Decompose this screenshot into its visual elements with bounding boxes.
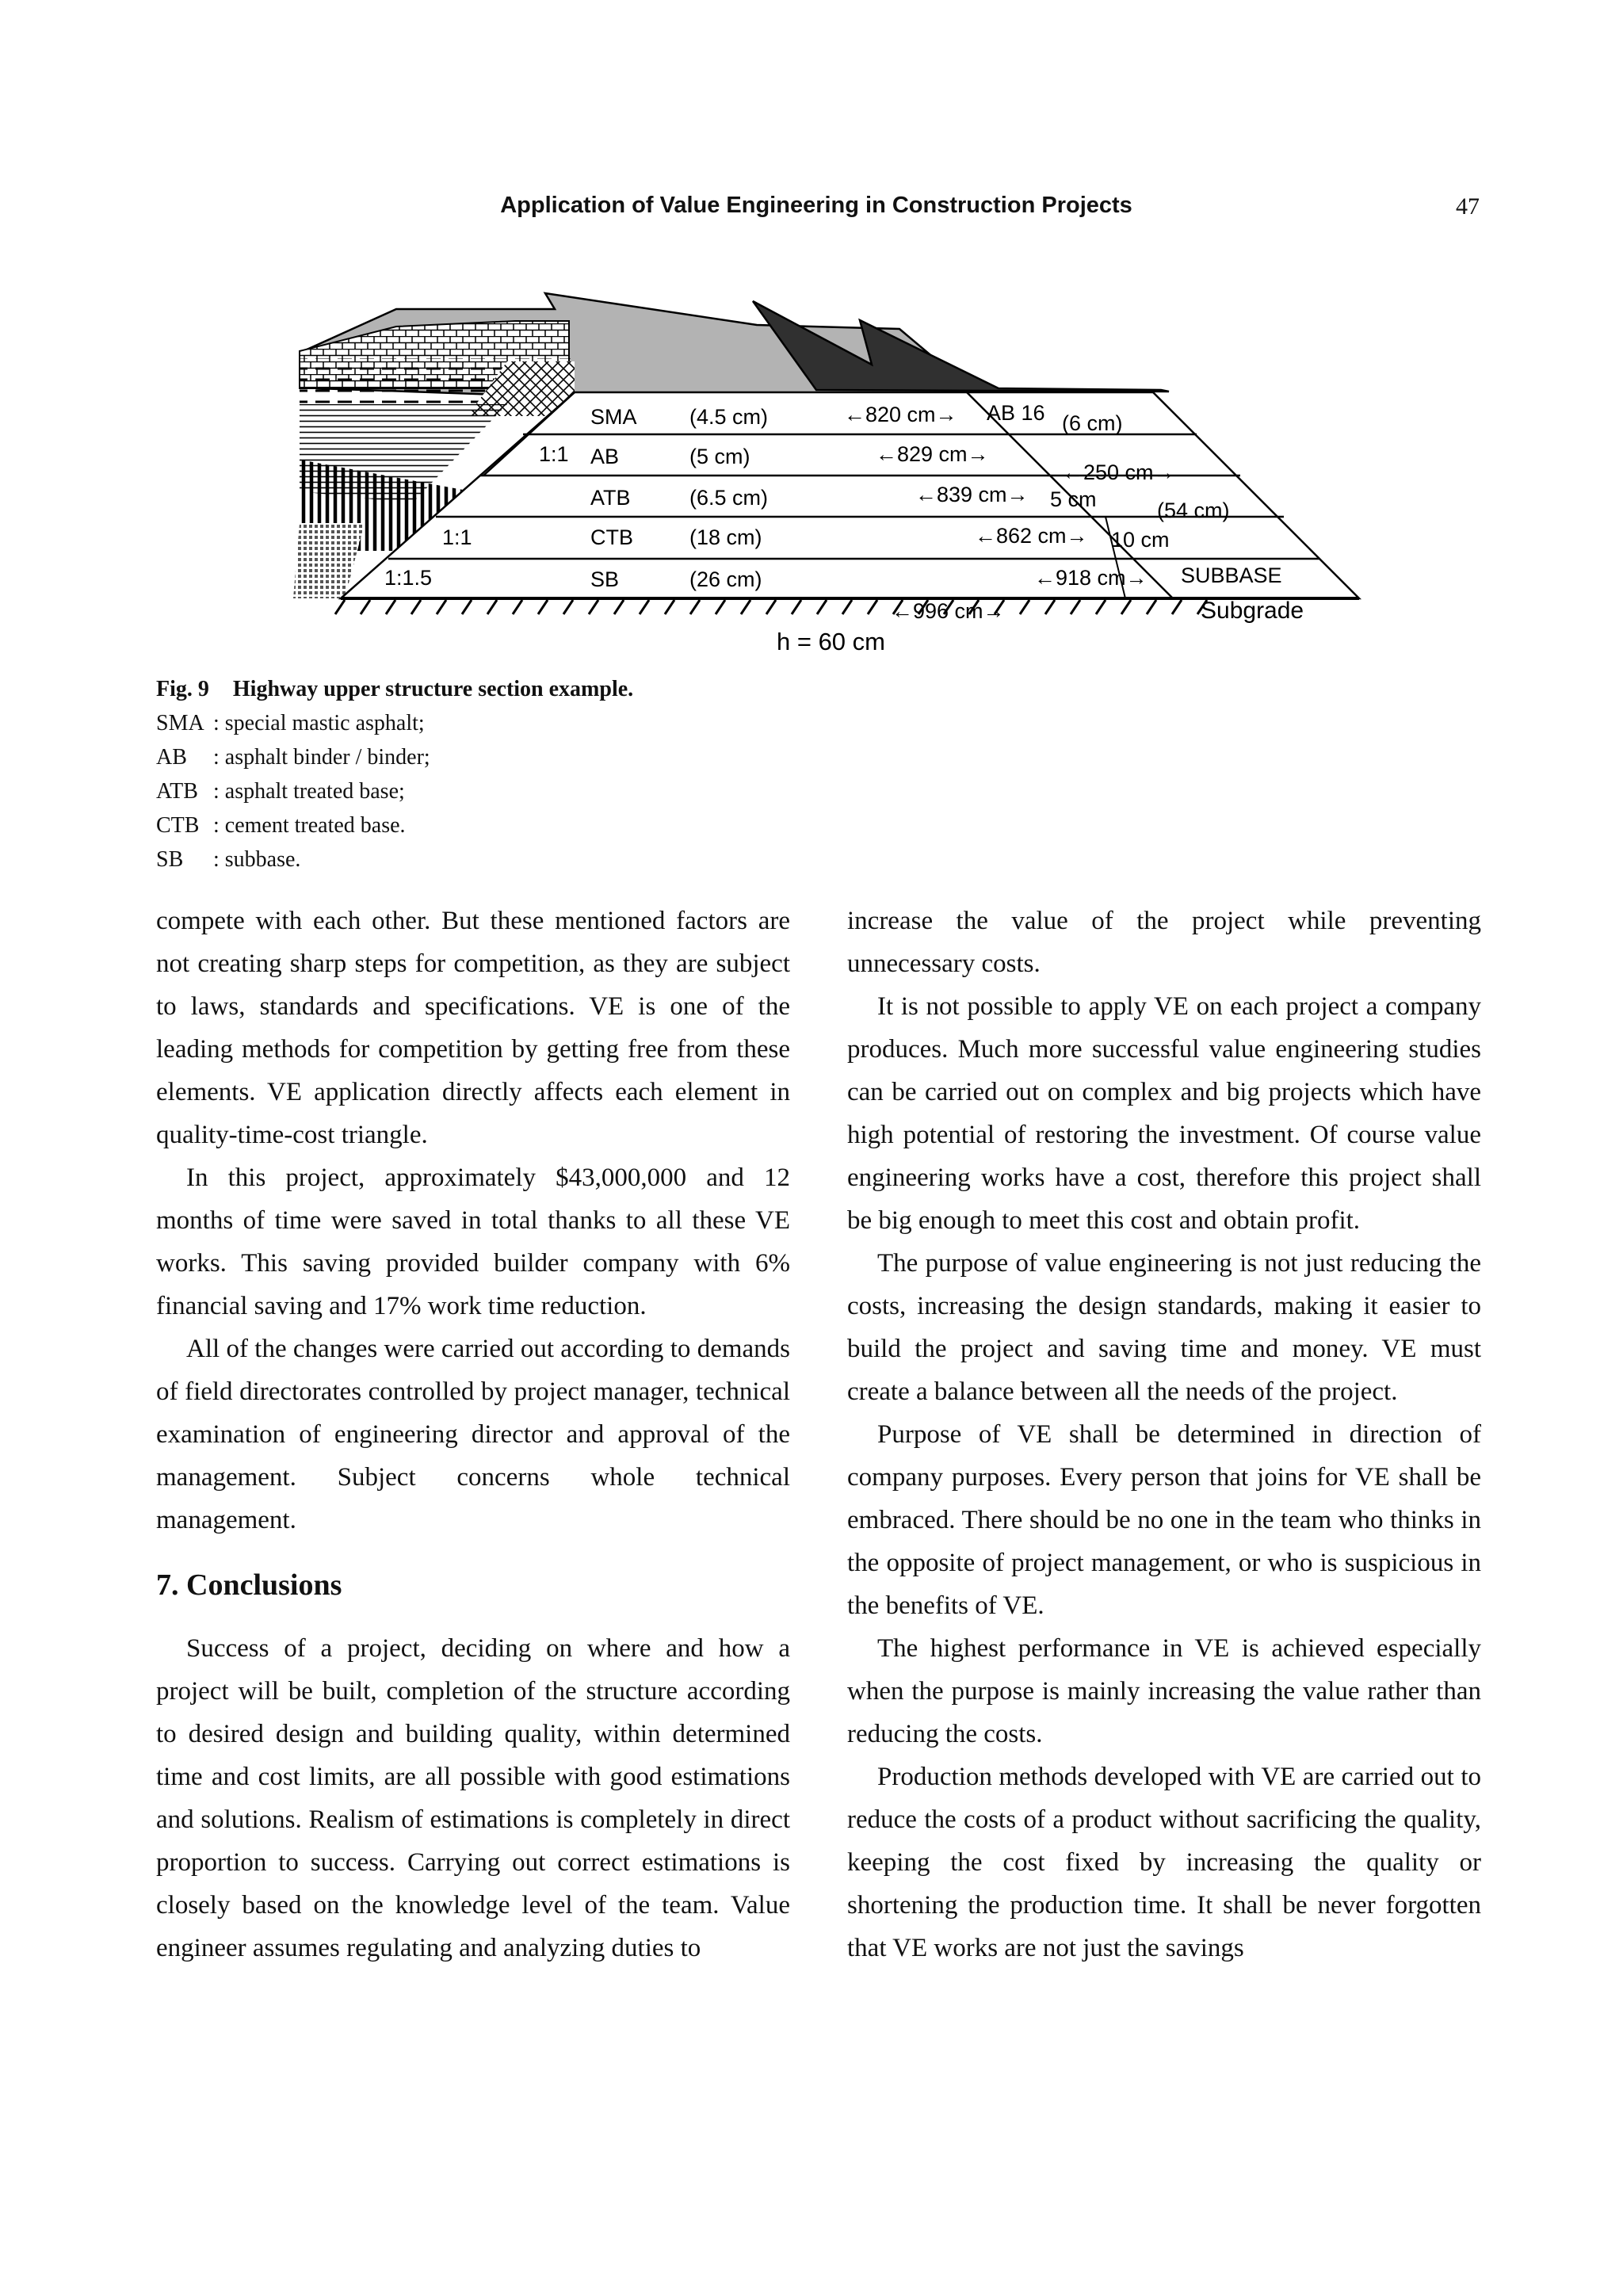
shoulder-width: ←250 cm→ — [1062, 460, 1175, 484]
shoulder-ab16-label: AB 16 — [987, 401, 1045, 425]
caption-item: CTB : cement treated base. — [156, 813, 406, 838]
shoulder-ab16-thickness: (6 cm) — [1062, 411, 1123, 435]
caption-item: SB : subbase. — [156, 847, 301, 872]
layer-width-sma: ←820 cm→ — [844, 403, 957, 426]
layer-thickness-ab: (5 cm) — [689, 445, 750, 468]
layer-thickness-ctb: (18 cm) — [689, 525, 762, 549]
layer-width-atb: ←839 cm→ — [915, 483, 1029, 506]
page-number: 47 — [1456, 193, 1480, 220]
layer-label-sma: SMA — [590, 405, 637, 429]
layer-slope-sb: 1:1.5 — [384, 566, 433, 590]
subgrade-label: Subgrade — [1201, 598, 1304, 624]
running-head-title: Application of Value Engineering in Construction Projects — [500, 193, 1132, 218]
layer-label-ab: AB — [590, 445, 620, 468]
paragraph: The purpose of value engineering is not just reducing the costs, increasing the design standards, making it easier to build the project and saving time and money. VE must create a balance between all the needs of the project. — [847, 1249, 1481, 1406]
caption-item: SMA : special mastic asphalt; — [156, 711, 425, 735]
paragraph: increase the value of the project while preventing unnecessary costs. — [847, 907, 1481, 978]
layer-label-ctb: CTB — [590, 525, 633, 549]
total-height: h = 60 cm — [777, 628, 885, 655]
paragraph: Production methods developed with VE are carried out to reduce the costs of a product without sacrificing the quality, keeping the cost fixed by increasing the quality or shortening the production time. It shall be never forgotten that VE works are not just the savings — [847, 1763, 1481, 1962]
highway-section-figure — [269, 285, 1363, 666]
paragraph: Success of a project, deciding on where and how a project will be built, completion of the structure according to desired design and building quality, within determined time and cost limits, are all possible with good estimations and solutions. Realism of estimations is completely in direct proportion to success. Carrying out correct estimations is closely based on the knowledge level of the team. Value engineer assumes regulating and analyzing duties to — [156, 1634, 790, 1962]
caption-item: ATB : asphalt treated base; — [156, 779, 405, 804]
layer-slope-ab: 1:1 — [539, 442, 569, 466]
paragraph: All of the changes were carried out according to demands of field directorates controlled by project manager, technical examination of engineering director and approval of the management. Subject concerns whole technical management. — [156, 1335, 790, 1534]
layer-width-ab: ←829 cm→ — [876, 442, 989, 466]
left-column — [156, 900, 790, 1969]
layer-slope-ctb: 1:1 — [442, 525, 472, 549]
shoulder-10cm: 10 cm — [1111, 528, 1170, 552]
paragraph: The highest performance in VE is achieved especially when the purpose is mainly increasing the value rather than reducing the costs. — [847, 1634, 1481, 1748]
paragraph: Purpose of VE shall be determined in direction of company purposes. Every person that joins for VE shall be embraced. There should be no one in the team who thinks in the opposite of project management, or who is suspicious in the benefits of VE. — [847, 1420, 1481, 1620]
layer-thickness-atb: (6.5 cm) — [689, 486, 769, 510]
section-heading: 7. Conclusions — [156, 1568, 342, 1602]
figure-caption-title — [156, 672, 633, 706]
paragraph: It is not possible to apply VE on each project a company produces. Much more successful value engineering studies can be carried out on complex and big projects which have high potential of restoring the investment. Of course value engineering works have a cost, therefore this project shall be big enough to meet this cost and obtain profit. — [847, 992, 1481, 1235]
layer-thickness-sb: (26 cm) — [689, 567, 762, 591]
shoulder-total: (54 cm) — [1157, 499, 1230, 522]
base-width: ←996 cm→ — [892, 599, 1005, 623]
subbase-label: SUBBASE — [1181, 563, 1282, 587]
figure-title: Highway upper structure section example. — [232, 677, 634, 701]
layer-width-sb: ←918 cm→ — [1034, 566, 1148, 590]
figure-label: Fig. 9 — [156, 677, 209, 701]
caption-item: AB : asphalt binder / binder; — [156, 745, 430, 770]
paragraph: In this project, approximately $43,000,000 and 12 months of time were saved in total thanks to all these VE works. This saving provided builder company with 6% financial saving and 17% work time reduction. — [156, 1163, 790, 1320]
layer-label-sb: SB — [590, 567, 620, 591]
layer-width-ctb: ←862 cm→ — [975, 524, 1088, 548]
shoulder-5cm: 5 cm — [1050, 487, 1097, 511]
layer-thickness-sma: (4.5 cm) — [689, 405, 769, 429]
shoulder-surface-dark — [753, 301, 1169, 392]
layer-label-atb: ATB — [590, 486, 631, 510]
paragraph: compete with each other. But these mentioned factors are not creating sharp steps for competition, as they are subject to laws, standards and specifications. VE is one of the leading methods for competition by getting free from these elements. VE application directly affects each element in quality-time-cost triangle. — [156, 907, 790, 1149]
right-column — [847, 900, 1481, 1969]
